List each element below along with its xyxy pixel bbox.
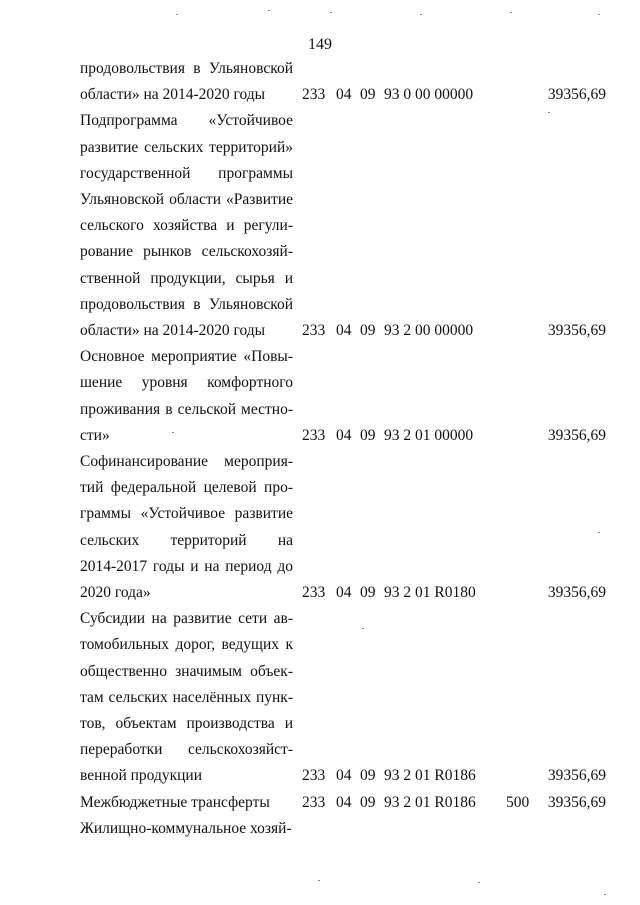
- description-line: области» на 2014-2020 годы: [80, 86, 266, 104]
- row-description: [80, 790, 293, 816]
- subsection-code: 09: [360, 321, 376, 339]
- subsection-code: 09: [360, 767, 376, 785]
- section-code: 04: [336, 793, 352, 811]
- description-line: Подпрограмма «Устойчивое: [80, 112, 293, 130]
- section-code: 04: [336, 86, 352, 104]
- description-line: государственной программы: [80, 164, 293, 182]
- scan-speck: [362, 628, 364, 629]
- row-description: [80, 816, 293, 842]
- row-description: [80, 449, 293, 606]
- section-code: 04: [336, 426, 352, 444]
- description-line: тов, объектам производства и: [80, 714, 293, 732]
- description-line: Ульяновской области «Развитие: [80, 190, 293, 208]
- department-code: 233: [302, 767, 326, 785]
- amount: 39356,69: [547, 86, 606, 104]
- scan-speck: [598, 532, 600, 533]
- subsection-code: 09: [360, 584, 376, 601]
- description-line: Софинансирование мероприя-: [80, 453, 293, 470]
- description-line: сельского хозяйства и регули-: [80, 217, 293, 235]
- description-line: рование рынков сельскохозяй-: [80, 243, 293, 261]
- amount: 39356,69: [547, 584, 606, 601]
- subsection-code: 09: [360, 86, 376, 104]
- section-code: 04: [336, 767, 352, 785]
- subsection-code: 09: [360, 793, 376, 811]
- scan-speck: [330, 12, 332, 13]
- department-code: 233: [302, 793, 326, 811]
- scan-speck: [318, 880, 320, 881]
- description-line: переработки сельскохозяйст-: [80, 741, 293, 759]
- description-line: развитие сельских территорий»: [80, 138, 293, 156]
- scan-speck: [176, 14, 178, 15]
- page-number: 149: [308, 36, 332, 53]
- amount: 39356,69: [547, 767, 606, 785]
- description-line: продовольствия в Ульяновской: [80, 60, 293, 77]
- department-code: 233: [302, 426, 326, 444]
- description-line: шение уровня комфортного: [80, 374, 293, 392]
- description-line: Жилищно-коммунальное хозяй-: [80, 819, 292, 837]
- budget-codes: [302, 580, 546, 606]
- scan-speck: [478, 882, 480, 883]
- budget-codes: [302, 82, 546, 108]
- scan-speck: [604, 894, 606, 895]
- department-code: 233: [302, 584, 326, 601]
- budget-codes: [302, 763, 546, 789]
- description-line: ственной продукции, сырья и: [80, 269, 293, 287]
- target-article-code: 93 2 01 R0180: [384, 584, 476, 601]
- budget-codes: [302, 423, 546, 449]
- row-description: [80, 108, 293, 344]
- budget-codes: [302, 790, 546, 816]
- description-line: сти»: [80, 426, 110, 444]
- department-code: 233: [302, 321, 326, 339]
- scan-speck: [510, 12, 512, 13]
- section-code: 04: [336, 584, 352, 601]
- scan-speck: [268, 10, 270, 11]
- description-line: граммы «Устойчивое развитие: [80, 505, 293, 523]
- target-article-code: 93 2 00 00000: [384, 321, 474, 339]
- description-line: проживания в сельской местно-: [80, 400, 293, 418]
- budget-codes: [302, 318, 546, 344]
- expense-type-code: 500: [506, 793, 530, 811]
- description-line: сельских территорий на: [80, 531, 293, 549]
- scan-speck: [172, 432, 174, 433]
- description-line: тий федеральной целевой про-: [80, 479, 293, 497]
- row-description: [80, 56, 293, 108]
- description-line: Основное мероприятие «Повы-: [80, 348, 293, 366]
- amount: 39356,69: [547, 321, 606, 339]
- department-code: 233: [302, 86, 326, 104]
- description-line: 2014-2017 годы и на период до: [80, 557, 293, 575]
- scan-speck: [598, 14, 600, 15]
- description-line: продовольствия в Ульяновской: [80, 295, 293, 313]
- description-line: 2020 года»: [80, 583, 151, 601]
- scan-speck: [548, 112, 550, 113]
- scan-speck: [420, 14, 422, 15]
- description-line: области» на 2014-2020 годы: [80, 321, 266, 339]
- description-line: томобильных дорог, ведущих к: [80, 636, 293, 654]
- target-article-code: 93 2 01 R0186: [384, 767, 476, 785]
- row-description: [80, 606, 293, 789]
- description-line: там сельских населённых пунк-: [80, 688, 293, 706]
- subsection-code: 09: [360, 426, 376, 444]
- description-line: Субсидии на развитие сети ав-: [80, 610, 293, 628]
- section-code: 04: [336, 321, 352, 339]
- amount: 39356,69: [547, 426, 606, 444]
- target-article-code: 93 2 01 00000: [384, 426, 474, 444]
- amount: 39356,69: [547, 793, 606, 811]
- description-line: общественно значимым объек-: [80, 662, 293, 680]
- target-article-code: 93 2 01 R0186: [384, 793, 476, 811]
- target-article-code: 93 0 00 00000: [384, 86, 474, 104]
- description-line: венной продукции: [80, 767, 203, 785]
- description-line: Межбюджетные трансферты: [80, 793, 270, 811]
- row-description: [80, 344, 293, 449]
